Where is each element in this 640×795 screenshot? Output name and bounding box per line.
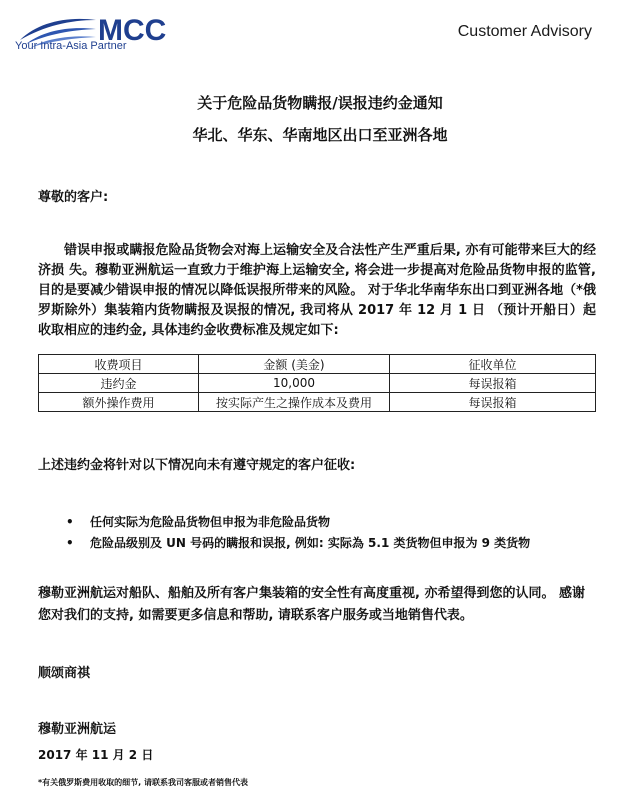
- notice-date: 2017 年 11 月 2 日: [38, 748, 154, 762]
- bullet-icon: •: [66, 536, 74, 550]
- table-cell: 违约金: [39, 374, 199, 393]
- list-item-text: 任何实际为危险品货物但申报为非危险品货物: [90, 515, 331, 529]
- logo-wordmark: MCC: [98, 14, 167, 47]
- list-item-text: 危险品级别及 UN 号码的瞒报和误报, 例如: 实际為 5.1 类货物但申报为 9 类货物: [90, 536, 531, 550]
- bullet-icon: •: [66, 515, 74, 529]
- table-header-cell: 金额 (美金): [199, 355, 390, 374]
- fee-table: [38, 354, 596, 412]
- notice-subtitle: 华北、华东、华南地区出口至亚洲各地: [192, 126, 448, 144]
- customer-advisory-label: Customer Advisory: [457, 23, 592, 40]
- intro-paragraph: 错误申报或瞒报危险品货物会对海上运输安全及合法性产生严重后果, 亦有可能带来巨大的经济损 失。穆勒亚洲航运一直致力于维护海上运输安全, 将会进一步提高对危险品货物申报的监管, 目的是要减少错误申报的情况以降低误报所带来的风险。 对于华北华南华东出口到亚洲各地（*俄罗斯除外）集装箱内货物瞒报及误报的情况, 我司将从 2017 年 12 月 1 日 （预计开船日）起收取相应的违约金, 具体违约金收费标准及规定如下:: [38, 243, 596, 338]
- logo-tagline: Your Intra-Asia Partner: [15, 40, 127, 52]
- mcc-logo: [18, 10, 188, 60]
- table-row: [39, 374, 596, 393]
- footnote: *有关俄罗斯费用收取的细节, 请联系我司客服或者销售代表: [38, 778, 249, 787]
- table-header-cell: 征收单位: [390, 355, 596, 374]
- table-cell: 额外操作费用: [39, 393, 199, 412]
- signature-company: 穆勒亚洲航运: [38, 722, 117, 737]
- greeting: 尊敬的客户:: [38, 190, 109, 205]
- conditions-intro: 上述违约金将针对以下情况向未有遵守规定的客户征收:: [38, 458, 356, 473]
- list-item: [66, 512, 530, 533]
- closing-paragraph: 穆勒亚洲航运对船队、船舶及所有客户集装箱的安全性有高度重视, 亦希望得到您的认同。 感谢您对我们的支持, 如需要更多信息和帮助, 请联系客户服务或当地销售代表。: [38, 586, 585, 623]
- table-cell: 10,000: [199, 374, 390, 393]
- list-item: [66, 533, 530, 554]
- table-header-cell: 收费项目: [39, 355, 199, 374]
- conditions-list: [66, 512, 530, 554]
- table-cell: 每误报箱: [390, 374, 596, 393]
- fee-table-header: [39, 355, 596, 374]
- regards: 顺颂商祺: [38, 666, 91, 681]
- table-cell: 每误报箱: [390, 393, 596, 412]
- table-row: [39, 393, 596, 412]
- table-cell: 按实际产生之操作成本及费用: [199, 393, 390, 412]
- notice-title: 关于危险品货物瞒报/误报违约金通知: [197, 94, 443, 112]
